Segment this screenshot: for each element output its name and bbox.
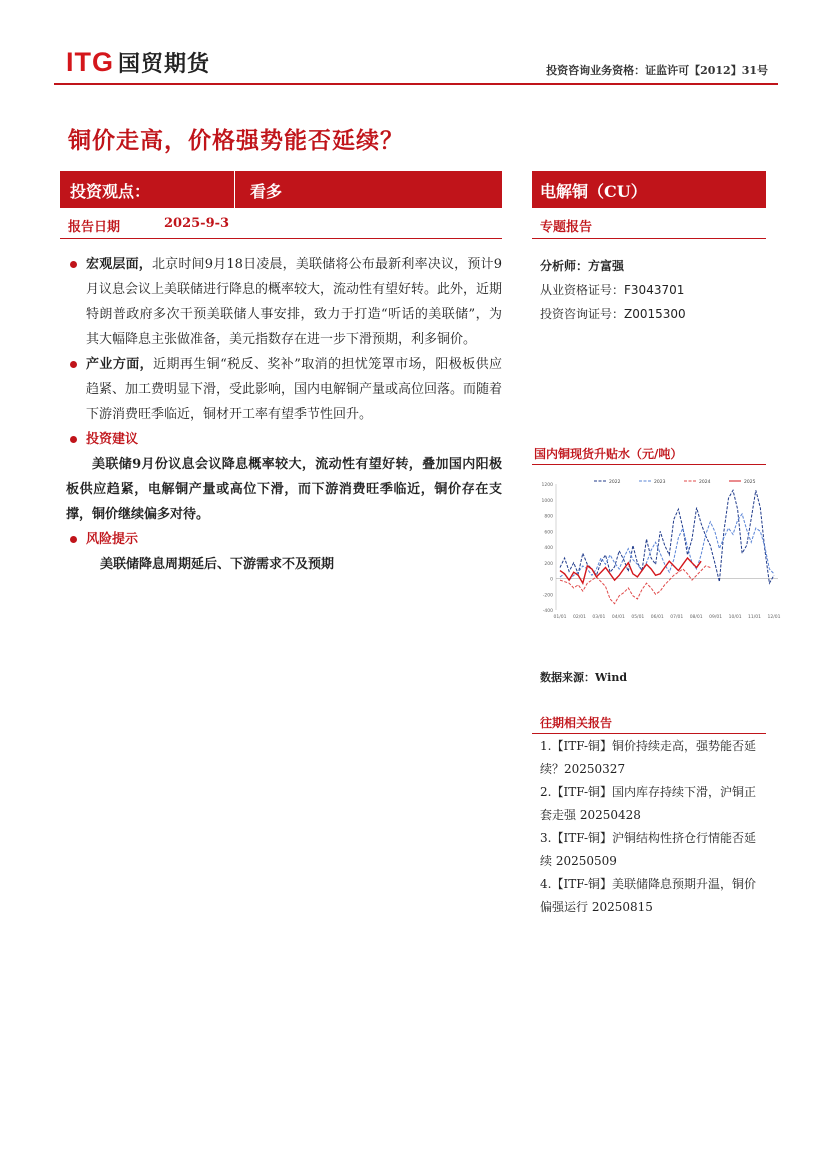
header-rule	[54, 83, 778, 85]
x-tick-label: 08/01	[689, 615, 703, 620]
y-tick-label: 1200	[541, 483, 553, 488]
qualification-row	[540, 278, 686, 302]
qualification-label: 从业资格证号：	[540, 283, 625, 297]
related-report-item[interactable]: 4.【ITF-铜】美联储降息预期升温，铜价偏强运行 20250815	[540, 877, 757, 914]
analyst-info	[540, 254, 686, 326]
product-bar	[532, 171, 766, 208]
macro-heading: 宏观层面，	[86, 257, 152, 272]
chart-title-row	[532, 445, 766, 465]
consult-label: 投资咨询证号：	[540, 307, 625, 321]
y-tick-label: -400	[542, 609, 553, 614]
y-tick-label: -200	[542, 593, 553, 599]
page-header	[66, 46, 778, 84]
legend-label: 2022	[609, 480, 621, 485]
advice-heading-row	[66, 427, 502, 452]
related-reports	[540, 735, 766, 919]
x-tick-label: 12/01	[767, 615, 781, 620]
bullet-dot-icon	[70, 361, 77, 368]
report-date-row	[60, 213, 502, 239]
report-date-value: 2025-9-3	[164, 216, 230, 231]
x-tick-label: 11/01	[748, 615, 762, 620]
bullet-dot-icon	[70, 436, 77, 443]
y-tick-label: 600	[544, 530, 553, 536]
bullet-dot-icon	[70, 536, 77, 543]
report-date-label: 报告日期	[68, 220, 121, 235]
x-tick-label: 03/01	[592, 615, 606, 620]
x-tick-label: 07/01	[670, 615, 684, 620]
qualification-value: F3043701	[624, 283, 685, 297]
logo-itg-text: ITG	[66, 46, 114, 77]
main-content	[66, 252, 502, 577]
y-tick-label: 1000	[541, 498, 553, 504]
legend-label: 2023	[654, 480, 666, 485]
bullet-dot-icon	[70, 261, 77, 268]
y-tick-label: 400	[544, 546, 553, 551]
macro-text: 北京时间9月18日凌晨，美联储将公布最新利率决议，预计9月议息会议上美联储进行降息的概率较大，流动性有望好转。此外，近期特朗普政府多次干预美联储人事安排，致力于打造“听话的美联储”，为其大幅降息主张做准备，美元指数存在进一步下滑预期，利多铜价。	[86, 257, 503, 347]
data-source: 数据来源：Wind	[540, 671, 628, 684]
view-bar	[60, 171, 502, 208]
logo-cn-text: 国贸期货	[118, 51, 211, 77]
license-text: 投资咨询业务资格：证监许可【2012】31号	[546, 64, 768, 77]
related-report-item[interactable]: 1.【ITF-铜】铜价持续走高，强势能否延续？20250327	[540, 739, 757, 776]
related-title-row	[532, 714, 766, 734]
report-type: 专题报告	[540, 220, 593, 235]
legend-label: 2024	[699, 480, 711, 485]
macro-paragraph	[66, 252, 502, 352]
analyst-label: 分析师：	[540, 259, 589, 273]
industry-heading: 产业方面，	[86, 357, 154, 372]
x-tick-label: 01/01	[553, 615, 567, 620]
spread-chart-svg	[536, 474, 782, 624]
product-title: 电解铜（CU）	[540, 182, 647, 201]
y-tick-label: 800	[544, 514, 553, 520]
view-label: 投资观点：	[70, 182, 151, 201]
report-title: 铜价走高，价格强势能否延续？	[68, 127, 404, 154]
x-tick-label: 10/01	[728, 615, 742, 620]
advice-heading: 投资建议	[86, 432, 139, 447]
spread-chart	[536, 474, 782, 624]
y-tick-label: 200	[544, 561, 553, 567]
related-report-item[interactable]: 2.【ITF-铜】国内库存持续下滑，沪铜正套走强 20250428	[540, 785, 757, 822]
analyst-row	[540, 254, 686, 278]
view-value: 看多	[250, 182, 283, 201]
chart-title: 国内铜现货升贴水（元/吨）	[534, 447, 683, 461]
view-separator	[234, 171, 235, 208]
consult-value: Z0015300	[624, 307, 686, 321]
legend-label: 2025	[744, 480, 756, 485]
x-tick-label: 06/01	[650, 615, 664, 620]
related-title: 往期相关报告	[540, 716, 613, 730]
x-tick-label: 09/01	[709, 615, 723, 620]
risk-heading-row	[66, 527, 502, 552]
analyst-name: 方富强	[588, 259, 625, 273]
series-line-2024	[560, 566, 710, 604]
x-tick-label: 04/01	[611, 615, 625, 620]
report-type-row	[532, 213, 766, 239]
related-report-item[interactable]: 3.【ITF-铜】沪铜结构性挤仓行情能否延续 20250509	[540, 831, 757, 868]
x-tick-label: 05/01	[631, 615, 645, 620]
industry-text: 近期再生铜“税反、奖补”取消的担忧笼罩市场，阳极板供应趋紧、加工费明显下滑，受此影响，国内电解铜产量或高位回落。而随着下游消费旺季临近，铜材开工率有望季节性回升。	[86, 357, 503, 422]
y-tick-label: 0	[550, 577, 553, 583]
advice-text: 美联储9月份议息会议降息概率较大，流动性有望好转，叠加国内阳极板供应趋紧，电解铜产量或高位下滑，而下游消费旺季临近，铜价存在支撑，铜价继续偏多对待。	[66, 457, 502, 522]
industry-paragraph	[66, 352, 502, 427]
x-tick-label: 02/01	[572, 615, 586, 620]
itg-logo	[66, 46, 210, 78]
risk-heading: 风险提示	[86, 532, 139, 547]
consult-row	[540, 302, 686, 326]
risk-text: 美联储降息周期延后、下游需求不及预期	[100, 557, 335, 572]
